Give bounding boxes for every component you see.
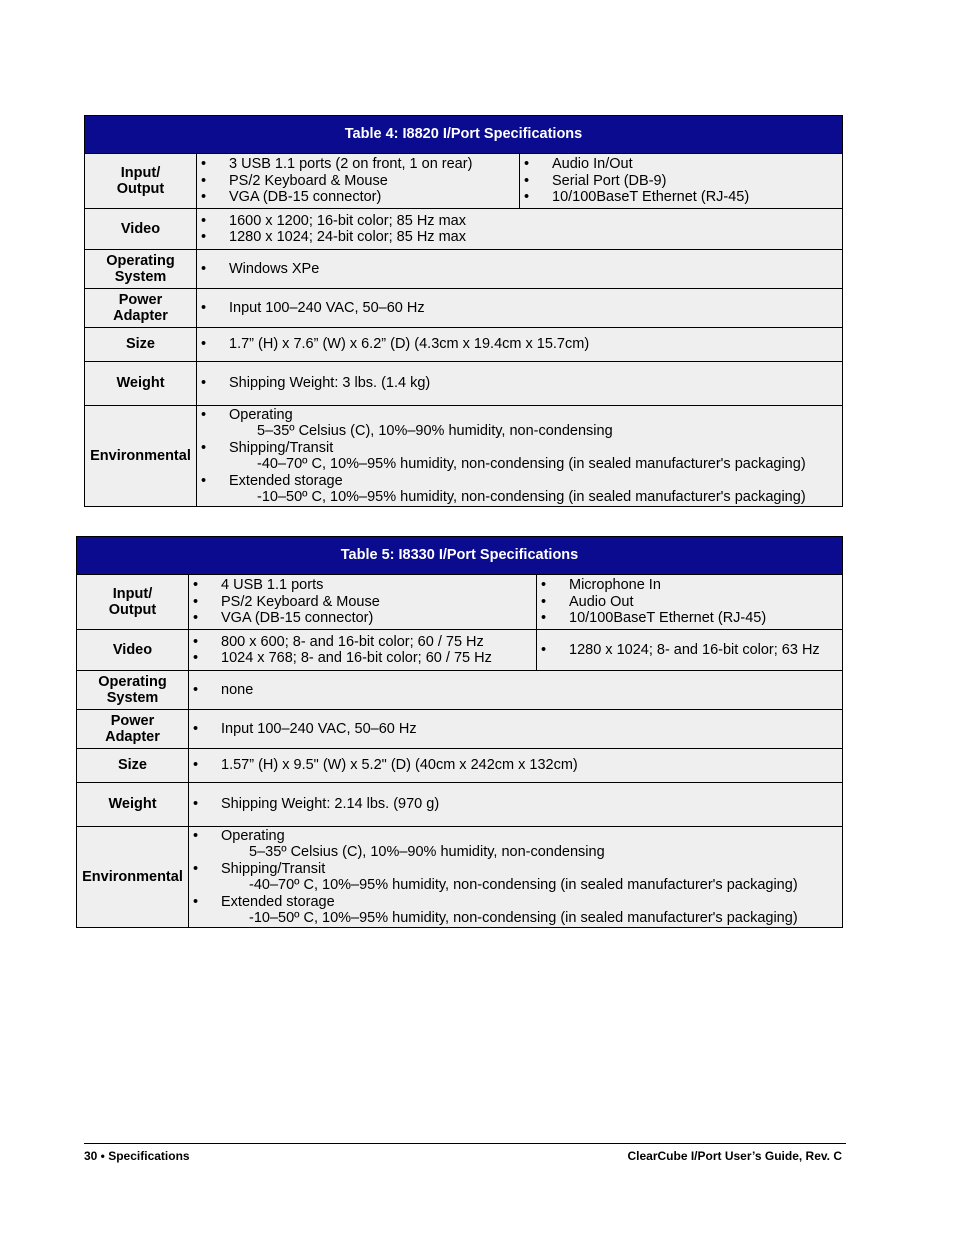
size-cell [197, 328, 843, 362]
list-item: • VGA (DB-15 connector) [197, 189, 519, 206]
list-item: • Extended storage [197, 473, 842, 490]
list-item: • Audio Out [537, 594, 842, 611]
io-right-cell [537, 575, 843, 630]
video-left-cell [189, 630, 537, 671]
footer-page-section: 30 • Specifications [84, 1149, 190, 1163]
table-row [77, 710, 843, 749]
video-cell [197, 209, 843, 250]
weight-cell [189, 783, 843, 827]
list-item: • 4 USB 1.1 ports [189, 577, 536, 594]
list-item: • PS/2 Keyboard & Mouse [189, 594, 536, 611]
list-item-detail: -40–70º C, 10%–95% humidity, non-condensing (in sealed manufacturer's packaging) [249, 877, 798, 893]
io-right-cell [520, 154, 843, 209]
power-cell [189, 710, 843, 749]
list-item: • 1.7” (H) x 7.6” (W) x 6.2” (D) (4.3cm x 19.4cm x 15.7cm) [197, 336, 842, 353]
list-item-detail: -40–70º C, 10%–95% humidity, non-condensing (in sealed manufacturer's packaging) [257, 456, 806, 472]
list-item-detail: 5–35º Celsius (C), 10%–90% humidity, non-condensing [249, 844, 605, 860]
list-item: • 1280 x 1024; 24-bit color; 85 Hz max [197, 229, 842, 246]
list-item: • Windows XPe [197, 261, 842, 278]
os-cell [197, 250, 843, 289]
list-item: • VGA (DB-15 connector) [189, 610, 536, 627]
list-item: • 1024 x 768; 8- and 16-bit color; 60 / 75 Hz [189, 650, 536, 667]
list-item: • 1600 x 1200; 16-bit color; 85 Hz max [197, 213, 842, 230]
table-row [77, 575, 843, 630]
list-item: • none [189, 682, 842, 699]
list-item: • 10/100BaseT Ethernet (RJ-45) [537, 610, 842, 627]
table-title: Table 4: I8820 I/Port Specifications [85, 116, 843, 154]
list-item: • 10/100BaseT Ethernet (RJ-45) [520, 189, 842, 206]
list-item: • Input 100–240 VAC, 50–60 Hz [189, 721, 842, 738]
video-right-cell [537, 630, 843, 671]
table-row [77, 671, 843, 710]
row-label-operating-system: Operating System [85, 250, 197, 289]
row-label-environmental: Environmental [85, 406, 197, 507]
table-row [77, 827, 843, 928]
power-cell [197, 289, 843, 328]
io-left-cell [189, 575, 537, 630]
list-item: • PS/2 Keyboard & Mouse [197, 173, 519, 190]
list-item: • 1280 x 1024; 8- and 16-bit color; 63 Hz [537, 642, 842, 659]
row-label-input-output: Input/ Output [77, 575, 189, 630]
table-row [85, 362, 843, 406]
list-item-detail: -10–50º C, 10%–95% humidity, non-condensing (in sealed manufacturer's packaging) [257, 489, 806, 505]
row-label-size: Size [77, 749, 189, 783]
list-item: • Shipping Weight: 3 lbs. (1.4 kg) [197, 375, 842, 392]
table-row [77, 783, 843, 827]
row-label-input-output: Input/ Output [85, 154, 197, 209]
list-item-detail: 5–35º Celsius (C), 10%–90% humidity, non-condensing [257, 423, 613, 439]
row-label-weight: Weight [85, 362, 197, 406]
spec-table-i8330 [76, 536, 843, 928]
list-item: • 800 x 600; 8- and 16-bit color; 60 / 75 Hz [189, 634, 536, 651]
list-item: • 3 USB 1.1 ports (2 on front, 1 on rear) [197, 156, 519, 173]
spec-table-i8820 [84, 115, 843, 507]
environmental-cell [189, 827, 843, 928]
list-item: • Extended storage [189, 894, 842, 911]
footer-divider [84, 1143, 846, 1144]
row-label-video: Video [85, 209, 197, 250]
environmental-cell [197, 406, 843, 507]
footer-document-title: ClearCube I/Port User’s Guide, Rev. C [627, 1149, 842, 1163]
list-item: • Shipping Weight: 2.14 lbs. (970 g) [189, 796, 842, 813]
list-item: • Operating [189, 828, 842, 845]
list-item: • Audio In/Out [520, 156, 842, 173]
list-item: • Microphone In [537, 577, 842, 594]
row-label-power-adapter: Power Adapter [85, 289, 197, 328]
row-label-power-adapter: Power Adapter [77, 710, 189, 749]
list-item: • 1.57” (H) x 9.5" (W) x 5.2" (D) (40cm x 242cm x 132cm) [189, 757, 842, 774]
table-row [85, 406, 843, 507]
size-cell [189, 749, 843, 783]
list-item: • Shipping/Transit [197, 440, 842, 457]
list-item-detail: -10–50º C, 10%–95% humidity, non-condensing (in sealed manufacturer's packaging) [249, 910, 798, 926]
weight-cell [197, 362, 843, 406]
row-label-size: Size [85, 328, 197, 362]
list-item: • Shipping/Transit [189, 861, 842, 878]
table-row [85, 328, 843, 362]
table-title: Table 5: I8330 I/Port Specifications [77, 537, 843, 575]
table-row [85, 250, 843, 289]
row-label-video: Video [77, 630, 189, 671]
table-row [85, 289, 843, 328]
list-item: • Input 100–240 VAC, 50–60 Hz [197, 300, 842, 317]
row-label-environmental: Environmental [77, 827, 189, 928]
row-label-weight: Weight [77, 783, 189, 827]
table-row [77, 749, 843, 783]
os-cell [189, 671, 843, 710]
list-item: • Operating [197, 407, 842, 424]
list-item: • Serial Port (DB-9) [520, 173, 842, 190]
row-label-operating-system: Operating System [77, 671, 189, 710]
table-row [85, 209, 843, 250]
table-row [85, 154, 843, 209]
io-left-cell [197, 154, 520, 209]
table-row [77, 630, 843, 671]
